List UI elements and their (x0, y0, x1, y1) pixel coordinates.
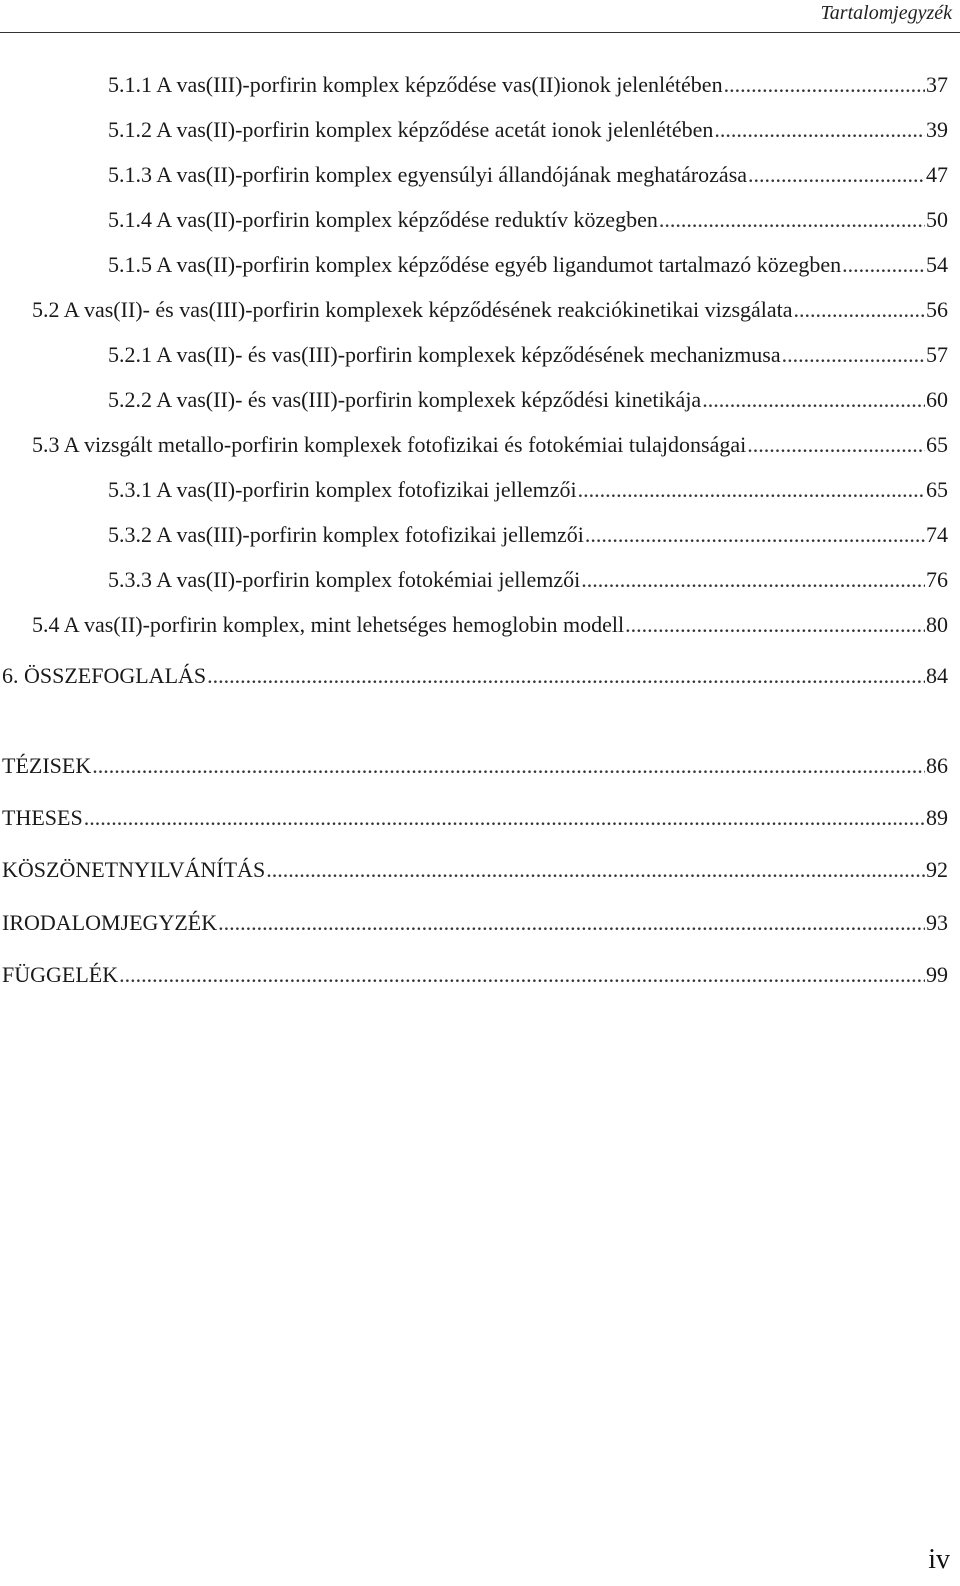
toc-entry-label: 5.4 A vas(II)-porfirin komplex, mint lehetséges hemoglobin modell (32, 612, 625, 637)
toc-entry[interactable] (108, 477, 948, 503)
toc-entry[interactable] (32, 612, 948, 638)
toc-entry[interactable] (32, 432, 948, 458)
toc-entry[interactable] (2, 962, 948, 988)
toc-leader-dots (578, 477, 925, 503)
toc-leader-dots (794, 297, 925, 323)
toc-entry-label: 5.1.5 A vas(II)-porfirin komplex képződése egyéb ligandumot tartalmazó közegben (108, 252, 842, 277)
toc-leader-dots (702, 387, 925, 413)
toc-leader-dots (782, 342, 925, 368)
toc-entry-page: 93 (926, 910, 948, 935)
toc-entry-label: 5.1.2 A vas(II)-porfirin komplex képződése acetát ionok jelenlétében (108, 117, 714, 142)
toc-entry-page: 86 (926, 753, 948, 778)
toc-entry-label: IRODALOMJEGYZÉK (2, 910, 218, 935)
toc-leader-dots (714, 117, 925, 143)
toc-entry-page: 57 (926, 342, 948, 367)
toc-entry-label: 5.1.4 A vas(II)-porfirin komplex képződése reduktív közegben (108, 207, 658, 232)
toc-leader-dots (207, 663, 925, 689)
toc-entry[interactable] (108, 162, 948, 188)
toc-entry[interactable] (108, 387, 948, 413)
toc-leader-dots (625, 612, 925, 638)
toc-entry[interactable] (2, 910, 948, 936)
toc-entry-page: 47 (926, 162, 948, 187)
toc-entry-page: 50 (926, 207, 948, 232)
toc-entry-page: 65 (926, 477, 948, 502)
toc-leader-dots (581, 567, 925, 593)
toc-leader-dots (92, 753, 925, 779)
toc-entry-label: 5.3.1 A vas(II)-porfirin komplex fotofizikai jellemzői (108, 477, 577, 502)
toc-entry-label: 6. ÖSSZEFOGLALÁS (2, 663, 207, 688)
toc-entry[interactable] (108, 207, 948, 233)
toc-entry[interactable] (108, 342, 948, 368)
toc-entry-page: 89 (926, 805, 948, 830)
running-header: Tartalomjegyzék (820, 2, 952, 24)
toc-leader-dots (659, 207, 925, 233)
toc-entry-page: 76 (926, 567, 948, 592)
header-divider (0, 32, 960, 33)
toc-entry-label: 5.2.1 A vas(II)- és vas(III)-porfirin komplexek képződésének mechanizmusa (108, 342, 781, 367)
toc-entry-label: 5.1.1 A vas(III)-porfirin komplex képződése vas(II)ionok jelenlétében (108, 72, 723, 97)
toc-entry[interactable] (2, 805, 948, 831)
toc-entry[interactable] (108, 522, 948, 548)
toc-entry[interactable] (108, 72, 948, 98)
toc-entry-page: 80 (926, 612, 948, 637)
toc-entry-label: 5.2.2 A vas(II)- és vas(III)-porfirin komplexek képződési kinetikája (108, 387, 702, 412)
toc-entry-label: THESES (2, 805, 83, 830)
toc-entry-page: 56 (926, 297, 948, 322)
toc-entry-page: 92 (926, 857, 948, 882)
toc-entry-label: 5.3.3 A vas(II)-porfirin komplex fotokémiai jellemzői (108, 567, 581, 592)
toc-leader-dots (218, 910, 925, 936)
toc-entry-page: 39 (926, 117, 948, 142)
toc-entry[interactable] (108, 567, 948, 593)
toc-entry-label: 5.2 A vas(II)- és vas(III)-porfirin komplexek képződésének reakciókinetikai vizsgálata (32, 297, 793, 322)
toc-entry-page: 74 (926, 522, 948, 547)
toc-entry[interactable] (2, 663, 948, 689)
toc-entry-label: KÖSZÖNETNYILVÁNÍTÁS (2, 857, 266, 882)
toc-entry-label: 5.3.2 A vas(III)-porfirin komplex fotofizikai jellemzői (108, 522, 584, 547)
toc-entry[interactable] (108, 252, 948, 278)
toc-entry-label: FÜGGELÉK (2, 962, 119, 987)
toc-entry[interactable] (108, 117, 948, 143)
toc-leader-dots (266, 857, 925, 883)
toc-entry-page: 60 (926, 387, 948, 412)
toc-entry-label: TÉZISEK (2, 753, 92, 778)
toc-leader-dots (84, 805, 925, 831)
toc-entry[interactable] (2, 753, 948, 779)
toc-entry-label: 5.1.3 A vas(II)-porfirin komplex egyensúlyi állandójának meghatározása (108, 162, 748, 187)
toc-entry-label: 5.3 A vizsgált metallo-porfirin komplexek fotofizikai és fotokémiai tulajdonságai (32, 432, 747, 457)
toc-entry-page: 54 (926, 252, 948, 277)
page-number: iv (928, 1544, 950, 1575)
toc-leader-dots (119, 962, 925, 988)
toc-entry-page: 84 (926, 663, 948, 688)
toc-entry[interactable] (32, 297, 948, 323)
toc-entry-page: 99 (926, 962, 948, 987)
toc-leader-dots (724, 72, 925, 98)
toc-leader-dots (747, 432, 925, 458)
toc-leader-dots (748, 162, 925, 188)
toc-leader-dots (585, 522, 925, 548)
toc-entry-page: 37 (926, 72, 948, 97)
toc-entry[interactable] (2, 857, 948, 883)
toc-leader-dots (842, 252, 925, 278)
toc-entry-page: 65 (926, 432, 948, 457)
